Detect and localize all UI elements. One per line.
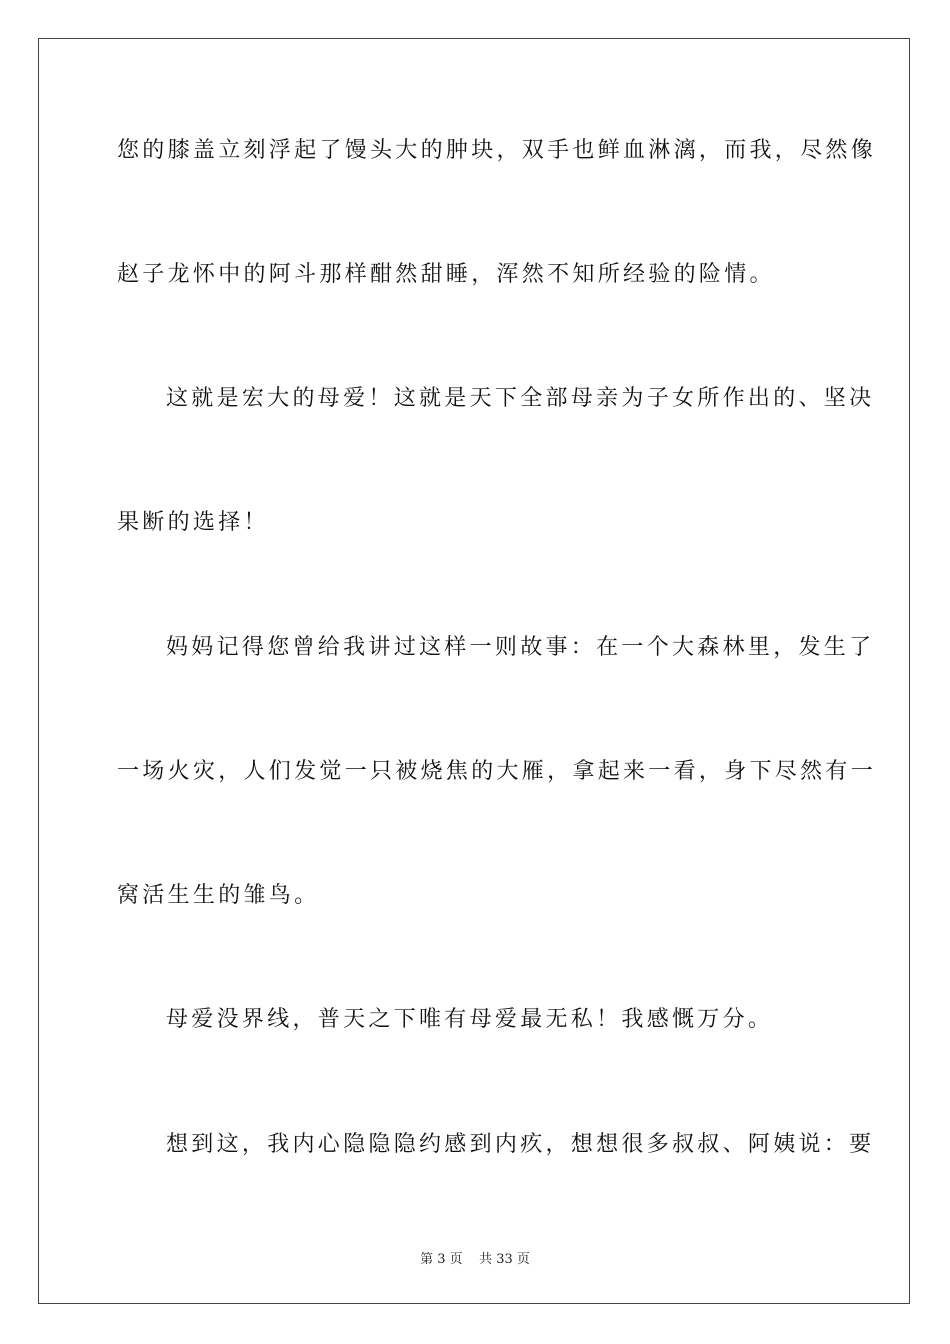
page-number-footer: 第 3 页 共 33 页 [420,1252,530,1267]
text-line-6: 一场火灾，人们发觉一只被烧焦的大雁，拿起来一看，身下尽然有一 [117,759,877,784]
text-line-7: 窝活生生的雏鸟。 [117,883,320,908]
text-line-2: 赵子龙怀中的阿斗那样酣然甜睡，浑然不知所经验的险情。 [117,262,775,287]
page-border [38,38,910,1304]
text-line-4: 果断的选择！ [117,510,269,535]
text-line-8: 母爱没界线，普天之下唯有母爱最无私！我感慨万分。 [166,1007,774,1032]
text-line-9: 想到这，我内心隐隐隐约感到内疚，想想很多叔叔、阿姨说：要 [166,1132,875,1157]
text-line-1: 您的膝盖立刻浮起了馒头大的肿块，双手也鲜血淋漓，而我，尽然像 [117,138,877,163]
text-line-3: 这就是宏大的母爱！这就是天下全部母亲为子女所作出的、坚决 [166,386,875,411]
text-line-5: 妈妈记得您曾给我讲过这样一则故事：在一个大森林里，发生了 [166,635,875,660]
